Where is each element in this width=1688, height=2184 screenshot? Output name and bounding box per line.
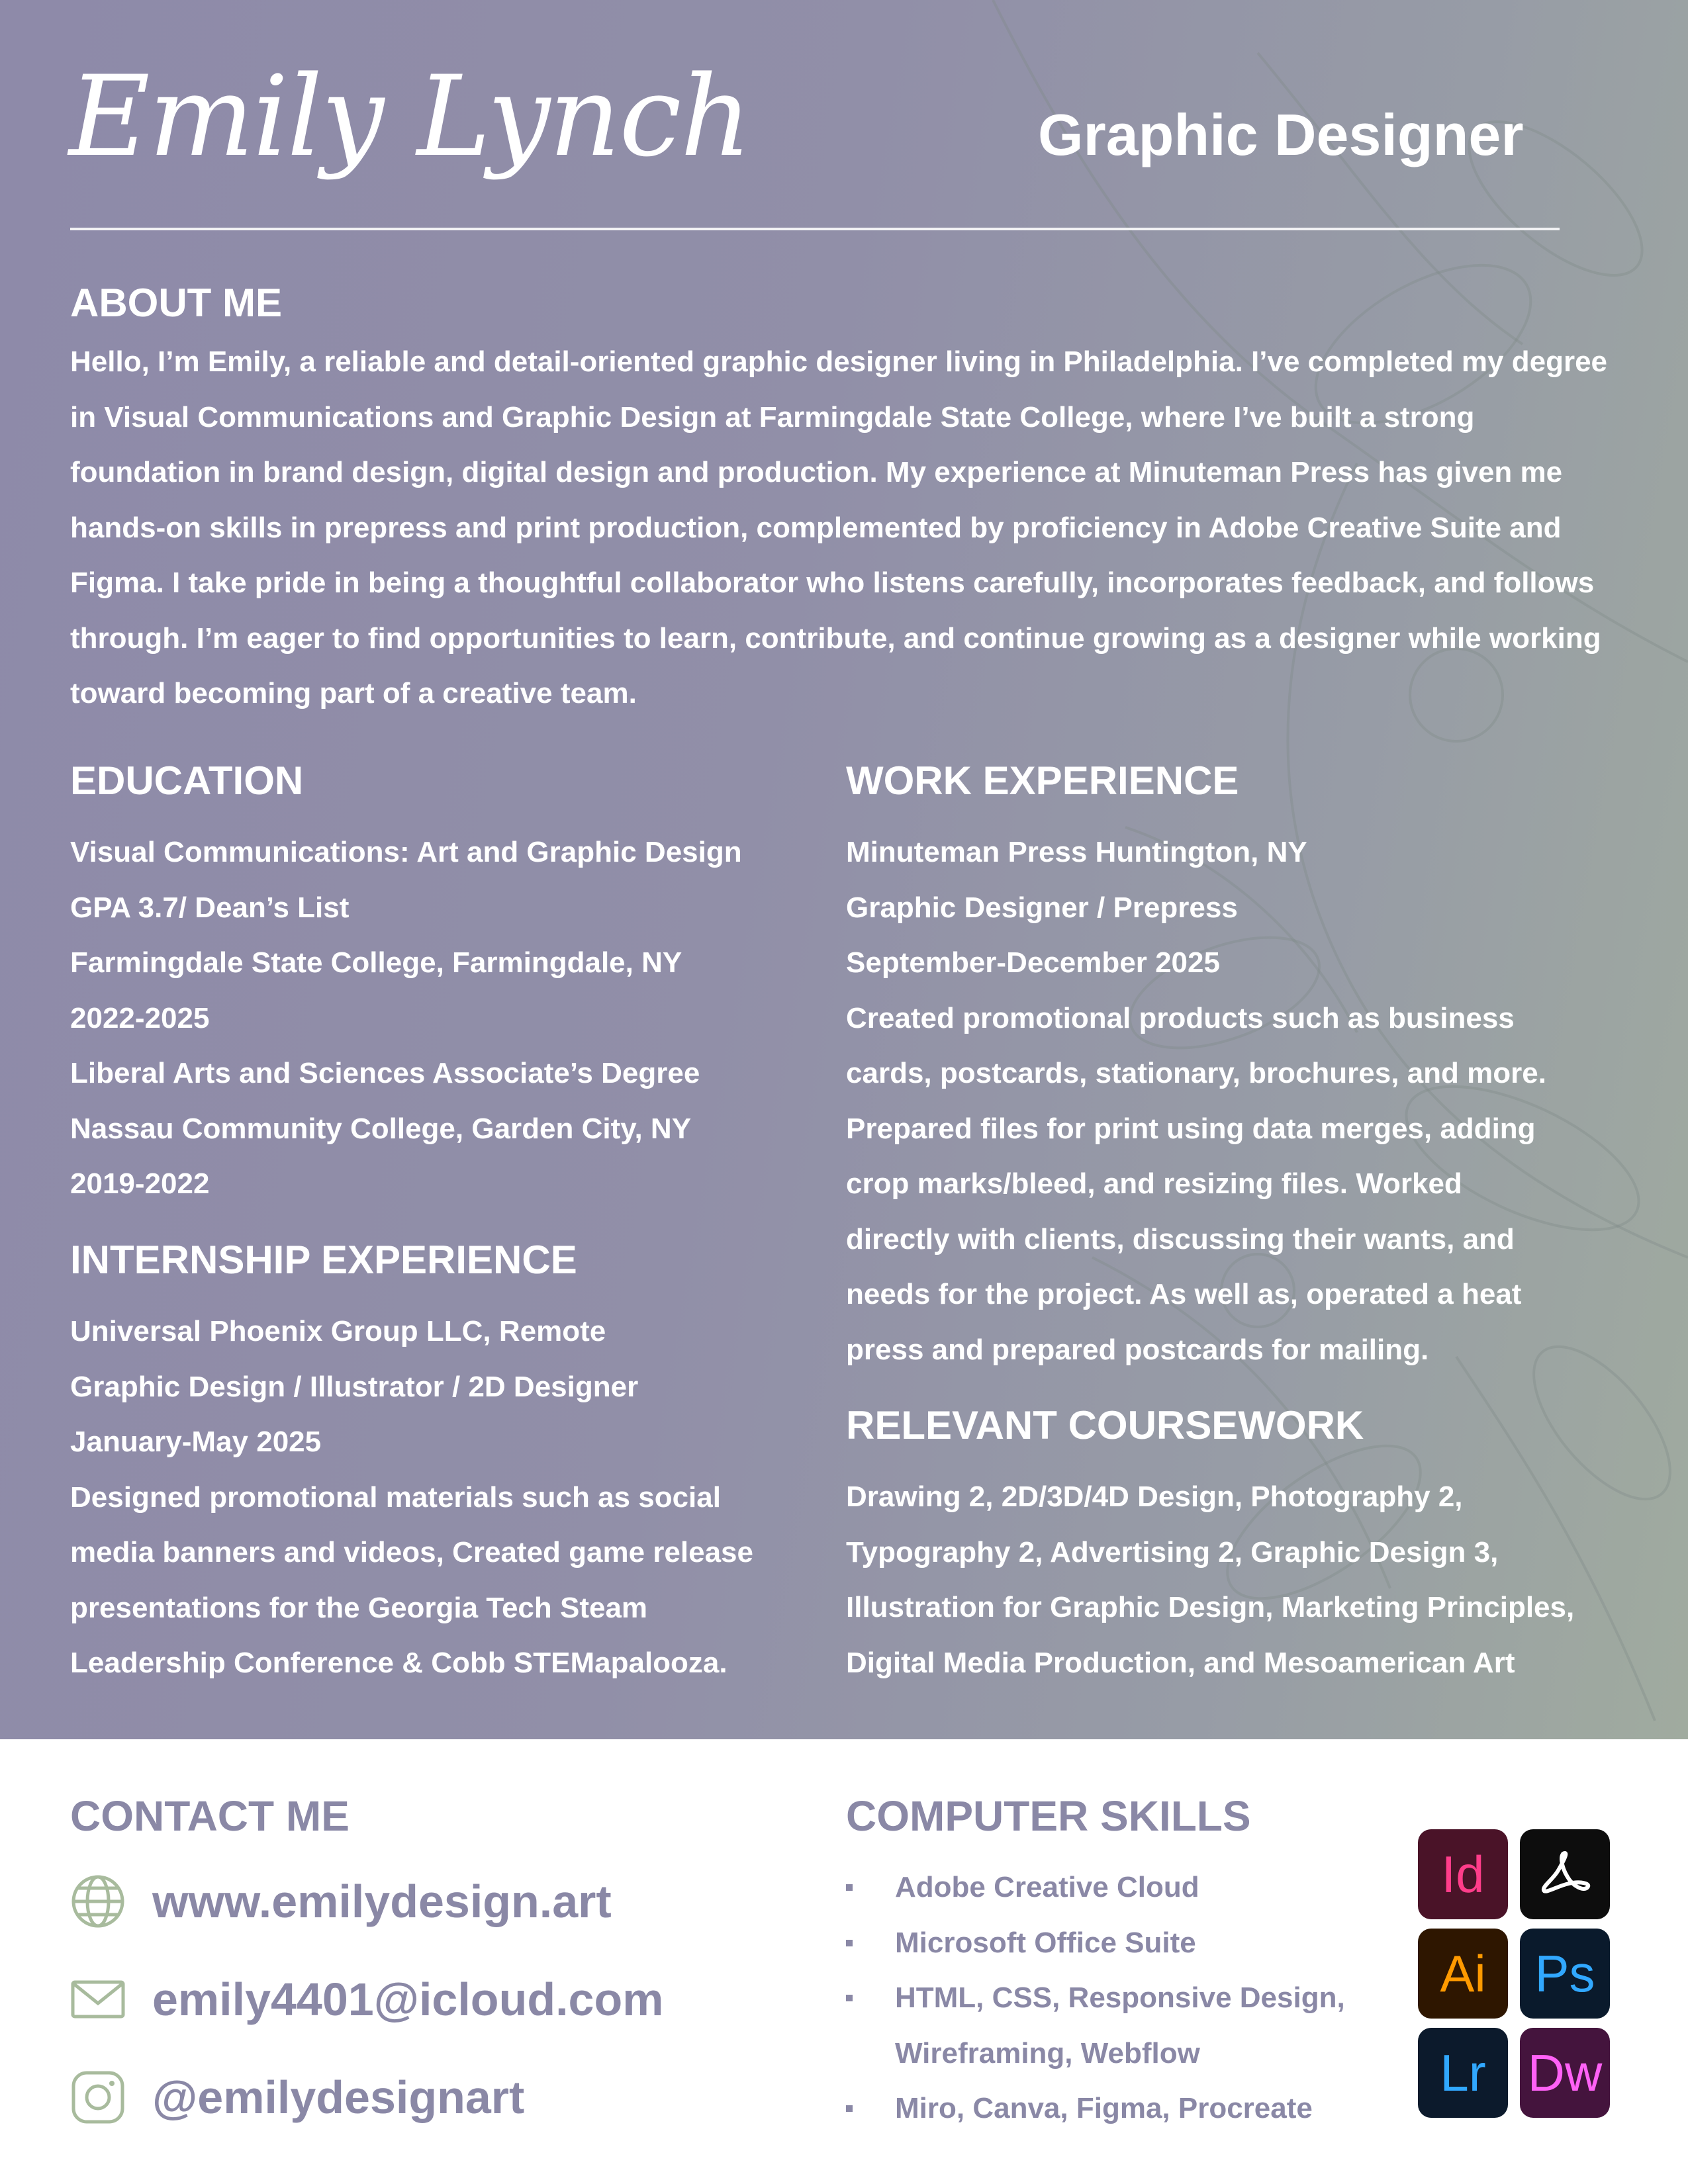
work-line: directly with clients, discussing their wants, and (846, 1222, 1515, 1255)
internship-list (70, 1304, 753, 1691)
coursework-line: Illustration for Graphic Design, Marketing Principles, (846, 1591, 1575, 1623)
acrobat-icon (1520, 1829, 1610, 1919)
header-divider (70, 228, 1560, 230)
internship-line: Designed promotional materials such as social (70, 1480, 721, 1514)
email-contact[interactable] (70, 1970, 663, 2029)
contact-heading: CONTACT ME (70, 1792, 350, 1840)
education-line: Visual Communications: Art and Graphic Design (70, 836, 742, 868)
bullet-icon (846, 1995, 853, 2001)
work-line: Graphic Designer / Prepress (846, 891, 1238, 924)
work-line: Minuteman Press Huntington, NY (846, 836, 1307, 868)
instagram-handle[interactable]: @emilydesignart (152, 2071, 525, 2123)
bullet-icon (846, 2105, 853, 2112)
education-list (70, 825, 742, 1212)
email-link[interactable]: emily4401@icloud.com (152, 1974, 664, 2025)
education-line: 2019-2022 (70, 1167, 210, 1200)
internship-line: Universal Phoenix Group LLC, Remote (70, 1315, 606, 1347)
work-line: cards, postcards, stationary, brochures, and more. (846, 1057, 1546, 1089)
internship-line: January-May 2025 (70, 1426, 322, 1458)
education-line: Nassau Community College, Garden City, NY (70, 1112, 692, 1145)
coursework-line: Drawing 2, 2D/3D/4D Design, Photography 2, (846, 1480, 1463, 1513)
internship-heading: INTERNSHIP EXPERIENCE (70, 1238, 577, 1282)
work-heading: WORK EXPERIENCE (846, 758, 1239, 803)
acrobat-glyph (1534, 1844, 1595, 1905)
work-line: September-December 2025 (846, 946, 1220, 979)
work-line: needs for the project. As well as, operated a heat (846, 1278, 1522, 1310)
work-line: press and prepared postcards for mailing. (846, 1333, 1429, 1366)
education-line: GPA 3.7/ Dean’s List (70, 891, 350, 924)
website-contact[interactable] (70, 1872, 612, 1931)
website-link[interactable]: www.emilydesign.art (152, 1876, 612, 1927)
illustrator-icon: Ai (1418, 1929, 1508, 2019)
education-line: 2022-2025 (70, 1001, 210, 1034)
internship-line: media banners and videos, Created game release (70, 1536, 754, 1569)
bullet-icon (846, 1884, 853, 1891)
instagram-icon (70, 2070, 126, 2125)
dreamweaver-icon: Dw (1520, 2028, 1610, 2118)
job-title: Graphic Designer (1038, 102, 1524, 167)
internship-line: Leadership Conference & Cobb STEMapalooza. (70, 1647, 727, 1679)
applicant-name: Emily Lynch (69, 52, 751, 181)
indesign-icon: Id (1418, 1829, 1508, 1919)
lightroom-icon: Lr (1418, 2028, 1508, 2118)
internship-line: Graphic Design / Illustrator / 2D Designer (70, 1370, 639, 1403)
mail-icon (70, 1972, 126, 2027)
instagram-contact[interactable] (70, 2068, 524, 2127)
work-line: Prepared files for print using data merges, adding (846, 1112, 1536, 1145)
photoshop-icon: Ps (1520, 1929, 1610, 2019)
education-heading: EDUCATION (70, 758, 304, 803)
bullet-icon (846, 1940, 853, 1946)
coursework-heading: RELEVANT COURSEWORK (846, 1403, 1364, 1447)
skill-item: Microsoft Office Suite (846, 1915, 1345, 1971)
coursework-line: Typography 2, Advertising 2, Graphic Design 3, (846, 1535, 1499, 1569)
about-heading: ABOUT ME (70, 281, 282, 325)
internship-line: presentations for the Georgia Tech Steam (70, 1591, 648, 1624)
skills-heading: COMPUTER SKILLS (846, 1792, 1251, 1840)
work-list (846, 825, 1546, 1377)
education-line: Farmingdale State College, Farmingdale, NY (70, 946, 682, 979)
skill-item: Adobe Creative Cloud (846, 1860, 1345, 1915)
about-text: Hello, I’m Emily, a reliable and detail-oriented graphic designer living in Philadelphia. I’ve completed my degree in Visual Communications and Graphic Design at Farmingdale State College, where I’ve built a strong foundation in brand design, digital design and production. My experience at Minuteman Press has given me hands-on skills in prepress and print production, complemented by proficiency in Adobe Creative Suite and Figma. I take pride in being a thoughtful collaborator who listens carefully, incorporates feedback, and follows through. I’m eager to find opportunities to learn, contribute, and continue growing as a designer while working toward becoming part of a creative team. (70, 345, 1608, 709)
coursework-list (846, 1469, 1574, 1690)
coursework-line: Digital Media Production, and Mesoamerican Art (846, 1646, 1515, 1679)
work-line: crop marks/bleed, and resizing files. Worked (846, 1167, 1462, 1200)
globe-icon (70, 1874, 126, 1929)
education-line: Liberal Arts and Sciences Associate’s Degree (70, 1057, 700, 1089)
skill-item: Miro, Canva, Figma, Procreate (846, 2081, 1345, 2136)
work-line: Created promotional products such as business (846, 1001, 1515, 1034)
skills-list (846, 1860, 1345, 2136)
skill-item: HTML, CSS, Responsive Design, Wireframing, Webflow (846, 1970, 1345, 2081)
